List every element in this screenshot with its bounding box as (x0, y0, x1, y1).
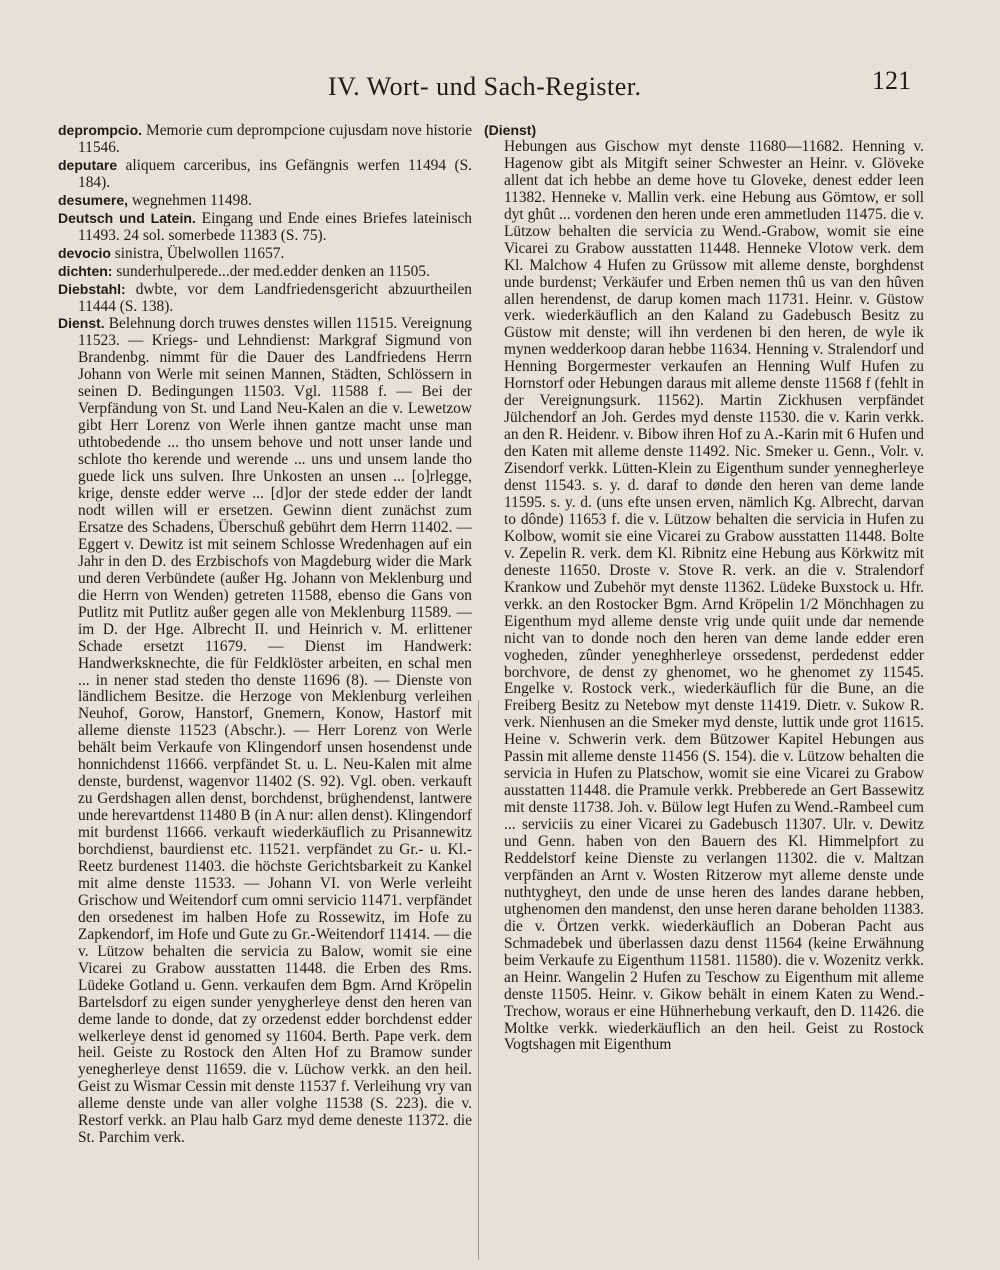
register-entry (58, 122, 472, 157)
running-head (0, 62, 1000, 102)
entry-text: sunderhulperede...der med.edder denken an 11505. (116, 262, 430, 280)
headword: deprompcio. (58, 122, 143, 138)
page-title: IV. Wort- und Sach-Register. (328, 72, 642, 101)
entry-text: sinistra, Übelwollen 11657. (114, 244, 285, 262)
headword: Deutsch und Latein. (58, 209, 196, 226)
entry-text-continued: Hebungen aus Gischow myt denste 11680—11682. Henning v. Hagenow gibt als Mitgift seiner Schwester an Heinr. v. Glöveke allent dat ich hebbe an deme hove tu Gloveke, denest edder leen 11382. Henneke v. Mallin verk. eine Hebung aus Gömtow, er soll dyt ghût ... vordenen den heren unde eren ammetluden 11475. die v. Lützow behalten die servicia zu Wend.-Grabow, womit sie eine Vicarei zu Grabow ausstatten 11448. Henneke Vlotow verk. dem Kl. Malchow 4 Hufen zu Grüssow mit alleme denste, borghdenst unde burdenst; Verkäufer und Erben nemen thû us van den hûven allen herendenst, de darup komen mach 11731. Heinr. v. Güstow verk. wiederkäuflich an den Kaland zu Gadebusch Besitz zu Güstow mit denste; will ihn verdenen bi den heren, de wyle ik mynen wedderkoop daran hebbe 11634. Henning v. Stralendorf und Henning Borgermester verkaufen an Henning Wulf Hufen zu Hornstorf oder Hebungen daraus mit alleme denste 11568 f (fehlt in der Vereignungsurk. 11562). Martin Zickhusen verpfändet Jülchendorf an Joh. Gerdes myd denste 11530. die v. Karin verkk. an den R. Heidenr. v. Bibow ihren Hof zu A.-Karin mit 6 Hufen und den Katen mit alleme denste 11492. Nic. Smeker u. Genn., Volr. v. Zisendorf verkk. Lütten-Klein zu Eigenthum sunder yennegherleye denst 11543. s. y. d. daraf to dønde den heren van deme lande 11595. s. y. d. (uns efte unsen erven, nämlich Kg. Albrecht, darvan to dônde) 11653 f. die v. Lützow behalten die servicia in Hufen zu Kolbow, womit sie eine Vicarei zu Grabow ausstatten 11448. Bolte v. Zepelin R. verk. dem Kl. Ribnitz eine Hebung aus Körkwitz mit deneste 11650. Droste v. Stove R. verk. an die v. Stralendorf Krankow und Zubehör myt denste 11362. Lüdeke Buxstock u. Hfr. verkk. an den Rostocker Bgm. Arnd Kröpelin 1/2 Mönchhagen zu Eigenthum myd alleme denste vrig unde quiit unde dar nemende nicht van to donde noch den heren van deme lande edder eren vogheden, zûnder yeneghherleye orssedenst, perdedenst edder borchvore, de denst zy ghenomet, wo he ghenomet zy 11545. Engelke v. Rostock verk., wiederkäuflich für die Bune, an die Freiberg Besitz zu Netebow myt denste 11419. Dietr. v. Sukow R. verk. Nienhusen an die Smeker myd denste, luttik unde grot 11615. Heine v. Schwerin verk. dem Bützower Kapitel Hebungen aus Passin mit alleme denste 11456 (S. 154). die v. Lützow behalten die servicia in Hufen zu Platschow, womit sie eine Vicarei zu Grabow ausstatten 11448. die Pramule verkk. Prebberede an Gert Bassewitz mit denste 11738. Joh. v. Bülow legt Hufen zu Wend.-Rambeel cum ... serviciis zu einer Vicarei zu Gadebusch 11307. Ulr. v. Dewitz und Genn. haben von den Bauern des Kl. Himmelpfort zu Reddelstorf keine Dienste zu verlangen 11302. die v. Maltzan verpfänden an Arnt v. Wosten Ritzerow myt alleme denste unde nuthtygheyt, den unde de unse heren des landes darane hebben, utghenomen den mandenst, den unse heren darane beholden 11383. die v. Örtzen verkk. wiederkäuflich an Doberan Pacht aus Schmadebek und überlassen dazu denst 11564 (keine Erwähnung beim Verkaufe zu Eigenthum 11581. 11580). die v. Wozenitz verkk. an Heinr. Wangelin 2 Hufen zu Teschow zu Eigenthum mit alleme denste 11505. Heinr. v. Gikow behält in einem Katen zu Wend.-Trechow, woraus er eine Hühnerhebung verkauft, den D. 11426. die Moltke verkk. wiederkäuflich an den heil. Geist zu Rostock Vogtshagen mit Eigenthum (504, 137, 924, 1054)
headword: Diebstahl: (58, 280, 126, 297)
register-entry (58, 192, 472, 210)
entry-text: Memorie cum deprompcione cujusdam nove historie 11546. (78, 122, 472, 156)
headword: devocio (58, 244, 111, 261)
register-entry (58, 157, 472, 192)
register-entry (58, 263, 472, 281)
entry-text: Belehnung dorch truwes denstes willen 11515. Vereignung 11523. — Kriegs- und Lehndienst: Markgraf Sigmund von Brandenbg. nimmt für die Dauer des Landfriedens Herrn Johann von Werle mit seinen Mannen, Städten, Schlössern in seinen D. Bedingungen 11503. Vgl. 11588 f. — Bei der Verpfändung von St. und Land Neu-Kalen an die v. Lewetzow gibt Herr Lorenz von Werle ihnen gantze macht unse man uthtobedende ... tho unsem behove und nott unser lande und schlote tho kerende und werende ... uns und unsem lande tho guede lick uns sulven. Ihre Unkosten an unsen ... [o]rlegge, krige, denste edder werve ... [d]or der stede edder der landt nodt willen will er ersetzen. Gewinn dient zunächst zum Ersatze des Schadens, Überschuß gebührt dem Herrn 11402. — Eggert v. Dewitz ist mit seinem Schlosse Wredenhagen auf ein Jahr in den D. des Erzbischofs von Magdeburg wider die Mark und deren Verbündete (außer Hg. Johann von Meklenburg und die Herrn von Wenden) getreten 11588, ebenso die Gans von Putlitz mit Putlitz außer gegen alle von Meklenburg 11589. — im D. der Hge. Albrecht II. und Heinrich v. M. erlittener Schade ersetzt 11679. — Dienst im Handwerk: Handwerksknechte, die für Feldklöster arbeiten, en schal men ... in nener stad steden tho denste 11696 (8). — Dienste von ländlichem Besitze. die Herzoge von Meklenburg verleihen Neuhof, Gorow, Hanstorf, Gnemern, Konow, Hastorf mit alleme dienste 11523 (Abschr.). — Herr Lorenz von Werle behält beim Verkaufe von Klingendorf unsen hosendenst unde honnichdenst 11666. verpfändet St. u. L. Neu-Kalen mit alme denste, burdenst, wagenvor 11402 (S. 92). Vgl. oben. verkauft zu Gerdshagen allen denst, borchdenst, brüghendenst, lantwere unde herevartdenst 11480 B (in A nur: allen denst). Klingendorf mit burdenst 11666. verkauft wiederkäuflich zu Prisannewitz borchdienst, baurdienst etc. 11521. verpfändet zu Gr.- u. Kl.-Reetz burdenest 11403. die höchste Gerichtsbarkeit zu Kankel mit alme denste 11533. — Johann VI. von Werle verleiht Grischow und Weitendorf cum omni servicio 11471. verpfändet den orsedenest im halben Hofe zu Rossewitz, im Hofe zu Zapkendorf, im Hofe und Gute zu Gr.-Weitendorf 11414. — die v. Lützow behalten die servicia zu Balow, womit sie eine Vicarei zu Grabow ausstatten 11448. die Erben des Rms. Lüdeke Gotland u. Genn. verkaufen dem Bgm. Arnd Kröpelin Bartelsdorf zu eigen sunder yenygherleye denst den heren van deme lande to donde, dat zy orzedenst edder borchdenst edder welkerleye denst id genomed sy 11604. Berth. Pape verk. dem heil. Geiste zu Rostock den Alten Hof zu Bramow sunder yenegherleye denst 11659. die v. Lüchow verkk. an den heil. Geist zu Wismar Cessin mit denste 11537 f. Verleihung vry van alleme denste unde van aller volghe 11538 (S. 223). die v. Restorf verkk. an Plau halb Garz myd deme deneste 11372. die St. Parchim verk. (78, 315, 472, 1147)
register-entry-dienst (58, 315, 472, 1147)
entry-text: Eingang und Ende eines Briefes lateinisch 11493. 24 sol. somerbede 11383 (S. 75). (78, 209, 472, 244)
register-entry (58, 210, 472, 245)
register-entry (58, 281, 472, 316)
entry-text: dwbte, vor dem Landfriedensgericht abzuurtheilen 11444 (S. 138). (78, 280, 472, 315)
right-column (484, 122, 924, 1054)
headword: deputare (58, 156, 118, 173)
left-column (58, 122, 472, 1147)
column-divider (478, 700, 479, 1260)
headword: Dienst. (58, 315, 105, 332)
headword: desumere, (58, 191, 129, 208)
register-entry (58, 245, 472, 263)
continued-headword: (Dienst) (484, 122, 537, 138)
entry-text: aliquem carceribus, ins Gefängnis werfen 11494 (S. 184). (78, 156, 472, 191)
entry-text: wegnehmen 11498. (131, 191, 252, 209)
page-number: 121 (872, 66, 911, 95)
headword: dichten: (58, 262, 113, 279)
